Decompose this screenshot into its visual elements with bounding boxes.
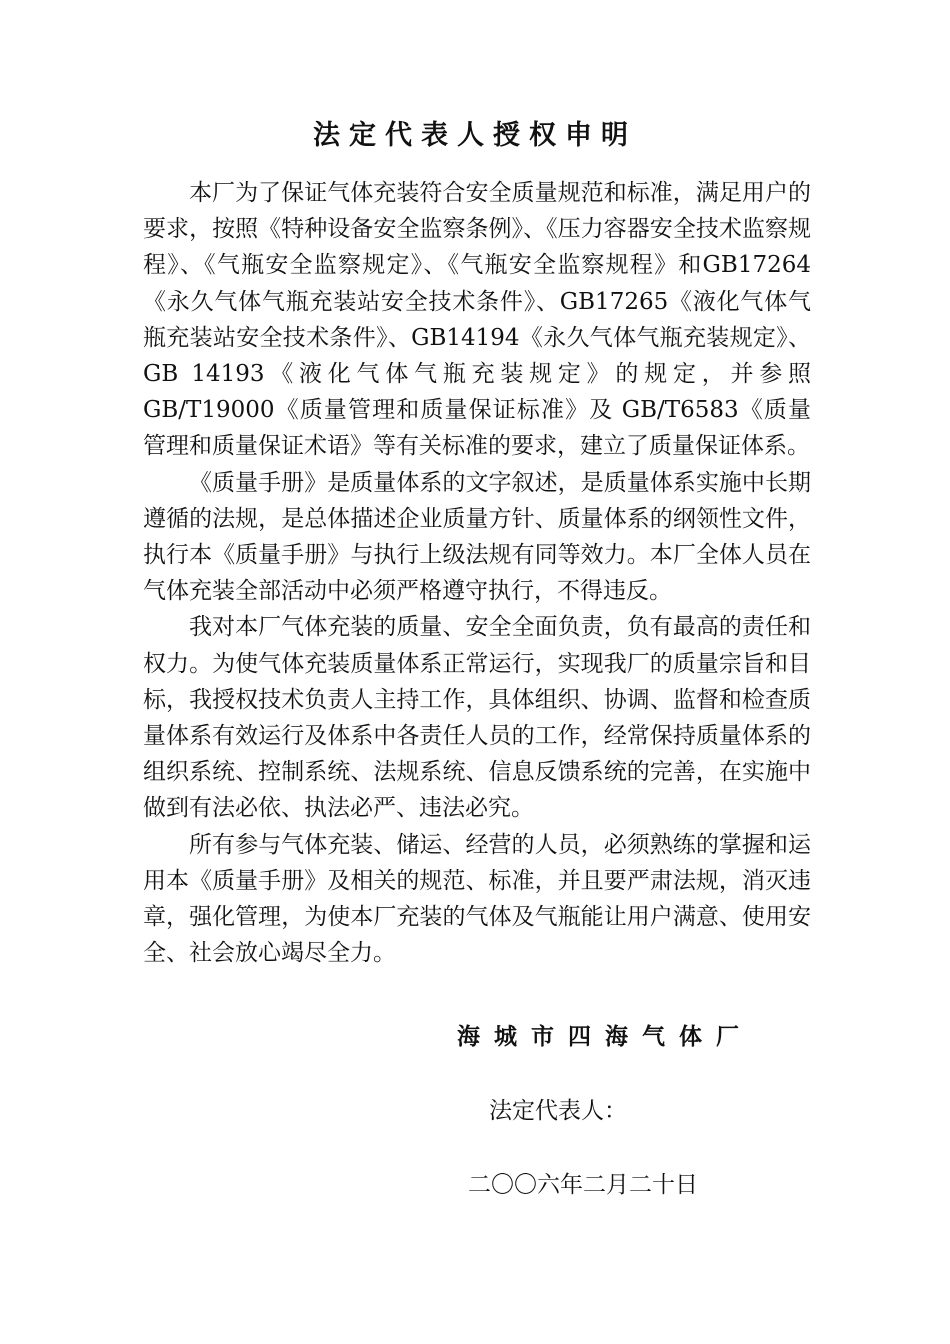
representative-label: 法定代表人： bbox=[489, 1098, 627, 1124]
document-body bbox=[143, 175, 811, 971]
paragraph-4: 所有参与气体充装、储运、经营的人员，必须熟练的掌握和运用本《质量手册》及相关的规范、标准，并且要严肃法规，消灭违章，强化管理，为使本厂充装的气体及气瓶能让用户满意、使用安全、社会放心竭尽全力。 bbox=[143, 831, 811, 967]
document-title: 法定代表人授权申明 bbox=[313, 120, 637, 151]
company-name: 海城市四海气体厂 bbox=[457, 1024, 753, 1050]
signature-date: 二〇〇六年二月二十日 bbox=[468, 1172, 698, 1198]
paragraph-1: 本厂为了保证气体充装符合安全质量规范和标准，满足用户的要求，按照《特种设备安全监察条例》、《压力容器安全技术监察规程》、《气瓶安全监察规定》、《气瓶安全监察规程》和GB17264《永久气体气瓶充装站安全技术条件》、GB17265《液化气体气瓶充装站安全技术条件》、GB14194《永久气体气瓶充装规定》、GB 14193《液化气体气瓶充装规定》的规定，并参照GB/T19000《质量管理和质量保证标准》及 GB/T6583《质量管理和质量保证术语》等有关标准的要求，建立了质量保证体系。 bbox=[143, 180, 811, 460]
paragraph-2: 《质量手册》是质量体系的文字叙述，是质量体系实施中长期遵循的法规，是总体描述企业质量方针、质量体系的纲领性文件，执行本《质量手册》与执行上级法规有同等效力。本厂全体人员在气体充装全部活动中必须严格遵守执行，不得违反。 bbox=[143, 469, 811, 605]
paragraph-3: 我对本厂气体充装的质量、安全全面负责，负有最高的责任和权力。为使气体充装质量体系正常运行，实现我厂的质量宗旨和目标，我授权技术负责人主持工作，具体组织、协调、监督和检查质量体系有效运行及体系中各责任人员的工作，经常保持质量体系的组织系统、控制系统、法规系统、信息反馈系统的完善，在实施中做到有法必依、执法必严、违法必究。 bbox=[143, 614, 811, 822]
